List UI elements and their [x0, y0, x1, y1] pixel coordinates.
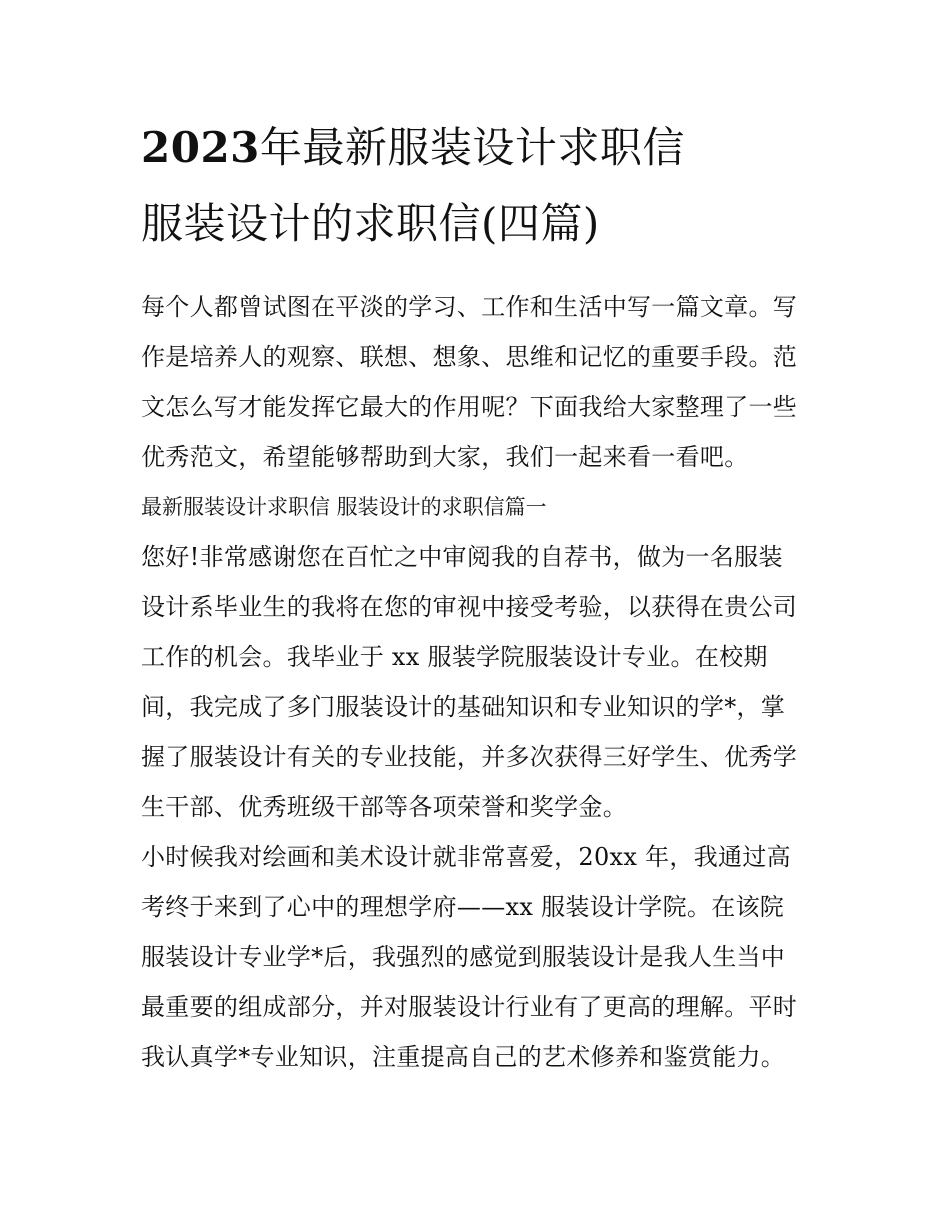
section-heading: 最新服装设计求职信 服装设计的求职信篇一	[141, 495, 547, 519]
text-line: 优秀范文，希望能够帮助到大家，我们一起来看一看吧。	[141, 443, 749, 471]
text-line: 作是培养人的观察、联想、想象、思维和记忆的重要手段。范	[141, 343, 798, 371]
text-line: 最重要的组成部分，并对服装设计行业有了更高的理解。平时	[141, 993, 798, 1021]
text-line: 考终于来到了心中的理想学府——xx 服装设计学院。在该院	[141, 893, 785, 921]
text-line: 我认真学*专业知识，注重提高自己的艺术修养和鉴赏能力。	[141, 1043, 786, 1071]
text-line: 您好!非常感谢您在百忙之中审阅我的自荐书，做为一名服装	[141, 543, 783, 571]
title-line-1	[141, 118, 813, 178]
text-line: 工作的机会。我毕业于 xx 服装学院服装设计专业。在校期	[141, 643, 768, 671]
text-line: 生干部、优秀班级干部等各项荣誉和奖学金。	[141, 793, 627, 821]
document-body	[141, 282, 813, 1082]
text-line: 小时候我对绘画和美术设计就非常喜爱，20xx 年，我通过高	[141, 843, 791, 871]
text-line: 握了服装设计有关的专业技能，并多次获得三好学生、优秀学	[141, 743, 798, 771]
title-line-2: 服装设计的求职信(四篇)	[141, 199, 600, 248]
text-line: 服装设计专业学*后，我强烈的感觉到服装设计是我人生当中	[141, 943, 786, 971]
document-page	[141, 118, 813, 1082]
document-title	[141, 118, 813, 254]
text-line: 文怎么写才能发挥它最大的作用呢？下面我给大家整理了一些	[141, 393, 798, 421]
title-line-1-text: 年最新服装设计求职信	[259, 123, 685, 172]
text-line: 间，我完成了多门服装设计的基础知识和专业知识的学*，掌	[141, 693, 786, 721]
title-year: 2023	[141, 123, 260, 172]
text-line: 设计系毕业生的我将在您的审视中接受考验，以获得在贵公司	[141, 593, 798, 621]
text-line: 每个人都曾试图在平淡的学习、工作和生活中写一篇文章。写	[141, 293, 798, 321]
